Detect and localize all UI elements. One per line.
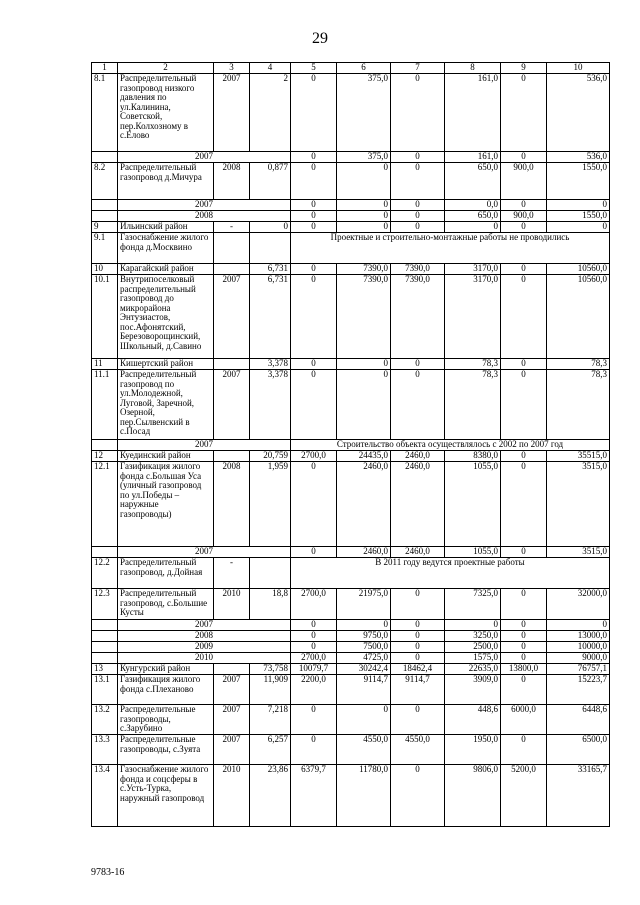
table-cell: 11780,0 [337, 765, 391, 827]
table-cell: 0 [391, 74, 445, 152]
year-cell: 2007 [118, 547, 291, 558]
table-cell: 0 [391, 589, 445, 620]
year-cell: 2008 [118, 631, 291, 642]
table-row [92, 631, 610, 642]
table-cell: 0 [391, 359, 445, 370]
column-number: 7 [391, 63, 445, 74]
table-cell: 536,0 [547, 152, 610, 163]
column-number: 3 [214, 63, 250, 74]
table-cell [214, 233, 250, 264]
table-cell: 2007 [214, 675, 250, 705]
table-cell [214, 359, 250, 370]
table-cell: 2007 [214, 735, 250, 765]
table-cell: 1550,0 [547, 163, 610, 200]
table-cell: 12.2 [92, 558, 118, 589]
table-cell: 7,218 [250, 705, 291, 735]
table-cell: 0 [337, 163, 391, 200]
table-cell: 3515,0 [547, 547, 610, 558]
table-cell: 9114,7 [391, 675, 445, 705]
table-cell: 13000,0 [547, 631, 610, 642]
table-cell: 2460,0 [391, 547, 445, 558]
table-cell: 0 [337, 620, 391, 631]
year-cell: 2008 [118, 211, 291, 222]
table-cell: 0 [391, 620, 445, 631]
table-cell: 30242,4 [337, 664, 391, 675]
table-cell: 13.2 [92, 705, 118, 735]
table-cell: 2010 [214, 765, 250, 827]
table-cell: 3909,0 [445, 675, 501, 705]
table-row [92, 200, 610, 211]
table-cell: 0 [501, 200, 547, 211]
item-name: Распределительный газопровод по ул.Молодежной, Луговой, Заречной, Озерной, пер.Сылвенский в с.Посад [118, 370, 214, 440]
table-cell: 9.1 [92, 233, 118, 264]
table-cell: 10079,7 [291, 664, 337, 675]
table-cell: 0 [291, 620, 337, 631]
table-cell: 20,759 [250, 451, 291, 462]
table-row [92, 653, 610, 664]
table-cell: 10.1 [92, 275, 118, 359]
table-cell: 7390,0 [337, 264, 391, 275]
table-cell [92, 547, 118, 558]
table-cell: 0 [291, 74, 337, 152]
table-cell: 0 [391, 211, 445, 222]
table-row [92, 275, 610, 359]
table-cell: 6,731 [250, 275, 291, 359]
table-cell: 0 [250, 222, 291, 233]
table-cell: 13800,0 [501, 664, 547, 675]
table-cell: 0 [501, 631, 547, 642]
table-cell: 3,378 [250, 370, 291, 440]
table-cell: 0 [291, 222, 337, 233]
table-cell: 7390,0 [391, 264, 445, 275]
table-cell: 1,959 [250, 462, 291, 547]
table-cell: 0 [291, 370, 337, 440]
table-row [92, 451, 610, 462]
table-cell: 13.4 [92, 765, 118, 827]
table-cell: 2008 [214, 163, 250, 200]
column-number: 1 [92, 63, 118, 74]
table-row [92, 359, 610, 370]
table-cell: 4550,0 [337, 735, 391, 765]
year-cell: 2007 [118, 152, 291, 163]
table-cell: 3170,0 [445, 275, 501, 359]
table-cell: 0 [291, 211, 337, 222]
table-cell: 6000,0 [501, 705, 547, 735]
table-cell: 8380,0 [445, 451, 501, 462]
table-cell: 0 [337, 370, 391, 440]
table-cell: 0 [501, 370, 547, 440]
table-cell: 13.3 [92, 735, 118, 765]
table-cell: 0 [337, 200, 391, 211]
item-name: Ильинский район [118, 222, 214, 233]
table-cell: 0 [291, 642, 337, 653]
table-cell: 0 [501, 152, 547, 163]
table-cell: 78,3 [547, 359, 610, 370]
table-cell: 13.1 [92, 675, 118, 705]
item-name: Кишертский район [118, 359, 214, 370]
table-row [92, 264, 610, 275]
table-cell: 78,3 [445, 370, 501, 440]
table-cell [214, 264, 250, 275]
table-cell: 0 [291, 359, 337, 370]
table-cell [92, 631, 118, 642]
item-name: Куединский район [118, 451, 214, 462]
table-cell [92, 620, 118, 631]
status-note: Строительство объекта осуществлялось с 2002 по 2007 год [291, 440, 610, 451]
table-cell: 8.2 [92, 163, 118, 200]
table-cell: 0 [547, 200, 610, 211]
table-cell: 0 [547, 620, 610, 631]
status-note: В 2011 году ведутся проектные работы [291, 558, 610, 589]
table-cell: 0 [291, 705, 337, 735]
table-cell: 3515,0 [547, 462, 610, 547]
table-cell: 10560,0 [547, 275, 610, 359]
table-cell: 0 [501, 547, 547, 558]
table-cell: 2008 [214, 462, 250, 547]
item-name: Газификация жилого фонда с.Большая Уса (уличный газопровод по ул.Победы – наружные газопроводы) [118, 462, 214, 547]
table-cell: 9 [92, 222, 118, 233]
table-cell: 0 [501, 359, 547, 370]
table-cell: 11,909 [250, 675, 291, 705]
table-cell: 0 [391, 705, 445, 735]
column-number: 10 [547, 63, 610, 74]
table-cell: 0 [547, 222, 610, 233]
table-cell: 2 [250, 74, 291, 152]
table-cell: 9806,0 [445, 765, 501, 827]
table-cell: 0 [291, 631, 337, 642]
item-name: Газоснабжение жилого фонда и соцсферы в с.Усть-Турка, наружный газопровод [118, 765, 214, 827]
table-cell: 7500,0 [337, 642, 391, 653]
table-row [92, 558, 610, 589]
table-cell: 6500,0 [547, 735, 610, 765]
table-cell [214, 664, 250, 675]
table-cell: 3170,0 [445, 264, 501, 275]
table-cell: 1575,0 [445, 653, 501, 664]
table-cell [92, 653, 118, 664]
table-cell: 12.1 [92, 462, 118, 547]
table-cell: 0 [391, 370, 445, 440]
table-cell: 0 [391, 152, 445, 163]
item-name: Распределительные газопроводы, с.Зуята [118, 735, 214, 765]
table-cell: 0 [391, 765, 445, 827]
page-number: 29 [312, 30, 328, 47]
item-name: Газоснабжение жилого фонда д.Москвино [118, 233, 214, 264]
table-cell: 0 [445, 620, 501, 631]
table-row [92, 233, 610, 264]
table-cell: 0 [337, 222, 391, 233]
table-cell: 2700,0 [291, 653, 337, 664]
table-cell: 0 [291, 547, 337, 558]
document-code: 9783-16 [91, 867, 125, 878]
year-cell: 2007 [118, 620, 291, 631]
table-row [92, 74, 610, 152]
table-cell: 10000,0 [547, 642, 610, 653]
table-cell: 5200,0 [501, 765, 547, 827]
table-cell: 78,3 [445, 359, 501, 370]
table-cell: 21975,0 [337, 589, 391, 620]
table-cell: 73,758 [250, 664, 291, 675]
table-cell: 900,0 [501, 163, 547, 200]
table-cell: 448,6 [445, 705, 501, 735]
table-cell: 2007 [214, 370, 250, 440]
table-row [92, 735, 610, 765]
table-row [92, 664, 610, 675]
table-cell: 0 [391, 222, 445, 233]
table-cell [250, 558, 291, 589]
table-cell: 0 [291, 462, 337, 547]
table-cell: 0 [501, 642, 547, 653]
table-cell: 900,0 [501, 211, 547, 222]
table-row [92, 642, 610, 653]
table-cell: 13 [92, 664, 118, 675]
table-cell: 0 [501, 462, 547, 547]
table-cell: 11 [92, 359, 118, 370]
column-number: 9 [501, 63, 547, 74]
table-cell: - [214, 558, 250, 589]
table-cell: 6,257 [250, 735, 291, 765]
table-cell: 1550,0 [547, 211, 610, 222]
table-cell: 2460,0 [391, 451, 445, 462]
table-cell: 0 [391, 163, 445, 200]
table-cell: 2007 [214, 705, 250, 735]
table-cell: 9750,0 [337, 631, 391, 642]
table-row [92, 547, 610, 558]
table-cell: 3,378 [250, 359, 291, 370]
table-cell: 161,0 [445, 74, 501, 152]
table-cell: 2460,0 [337, 547, 391, 558]
column-number: 8 [445, 63, 501, 74]
year-cell: 2009 [118, 642, 291, 653]
table-cell: 0 [291, 735, 337, 765]
table-cell: 0,0 [445, 200, 501, 211]
table-cell: 0 [337, 211, 391, 222]
table-cell: 35515,0 [547, 451, 610, 462]
item-name: Кунгурский район [118, 664, 214, 675]
table-cell: 0 [391, 200, 445, 211]
table-cell: 0 [501, 222, 547, 233]
table-cell: 0 [501, 675, 547, 705]
table-cell: 375,0 [337, 74, 391, 152]
table-cell: 0 [501, 620, 547, 631]
table-cell: 0 [291, 264, 337, 275]
table-cell: 2700,0 [291, 451, 337, 462]
table-cell: 9000,0 [547, 653, 610, 664]
table-row [92, 675, 610, 705]
item-name: Распределительные газопроводы, с.Зарубино [118, 705, 214, 735]
table-cell: 12 [92, 451, 118, 462]
item-name: Распределительный газопровод низкого давления по ул.Калинина, Советской, пер.Колхозному в с.Елово [118, 74, 214, 152]
item-name: Газификация жилого фонда с.Плеханово [118, 675, 214, 705]
column-number: 5 [291, 63, 337, 74]
table-cell: 78,3 [547, 370, 610, 440]
table-cell: 7325,0 [445, 589, 501, 620]
table-cell: 7390,0 [391, 275, 445, 359]
table-cell: 0 [501, 589, 547, 620]
table-cell: 4725,0 [337, 653, 391, 664]
table-cell: 24435,0 [337, 451, 391, 462]
table-row [92, 163, 610, 200]
table-cell: 33165,7 [547, 765, 610, 827]
table-cell: 2700,0 [291, 589, 337, 620]
status-note: Проектные и строительно-монтажные работы не проводились [291, 233, 610, 264]
table-row [92, 462, 610, 547]
item-name: Распределительный газопровод д.Мичура [118, 163, 214, 200]
table-cell: 9114,7 [337, 675, 391, 705]
table-cell: 0 [391, 631, 445, 642]
column-number: 6 [337, 63, 391, 74]
item-name: Распределительный газопровод, д.Дойная [118, 558, 214, 589]
table-cell: 0,877 [250, 163, 291, 200]
table-cell: 2200,0 [291, 675, 337, 705]
table-cell: 15223,7 [547, 675, 610, 705]
table-cell: 6448,6 [547, 705, 610, 735]
table-cell [250, 233, 291, 264]
table-cell: 375,0 [337, 152, 391, 163]
item-name: Карагайский район [118, 264, 214, 275]
table-cell: 6379,7 [291, 765, 337, 827]
table-cell: 0 [291, 200, 337, 211]
table-cell: 10 [92, 264, 118, 275]
table-cell: 1055,0 [445, 462, 501, 547]
table-cell: 0 [501, 275, 547, 359]
table-cell: 0 [291, 163, 337, 200]
table-cell: 0 [391, 642, 445, 653]
table-cell [214, 451, 250, 462]
table-cell: 1055,0 [445, 547, 501, 558]
table-cell: 0 [501, 74, 547, 152]
table-cell: 0 [291, 152, 337, 163]
table-cell: 2007 [214, 74, 250, 152]
table-cell: 18462,4 [391, 664, 445, 675]
table-cell: 650,0 [445, 163, 501, 200]
table-cell: 4550,0 [391, 735, 445, 765]
year-cell: 2007 [118, 440, 291, 451]
year-cell: 2010 [118, 653, 291, 664]
table-cell: 32000,0 [547, 589, 610, 620]
table-cell [92, 200, 118, 211]
table-cell: 7390,0 [337, 275, 391, 359]
table-cell: 0 [445, 222, 501, 233]
table-cell: 161,0 [445, 152, 501, 163]
table-cell: 2460,0 [337, 462, 391, 547]
table-cell: 0 [501, 653, 547, 664]
table-cell: 0 [501, 264, 547, 275]
table-row [92, 589, 610, 620]
table-cell: - [214, 222, 250, 233]
table-row [92, 222, 610, 233]
table-cell: 2500,0 [445, 642, 501, 653]
table-cell: 76757,1 [547, 664, 610, 675]
table-cell: 3250,0 [445, 631, 501, 642]
table-cell: 18,8 [250, 589, 291, 620]
year-cell: 2007 [118, 200, 291, 211]
table-cell: 0 [391, 653, 445, 664]
table-row [92, 211, 610, 222]
table-cell [92, 152, 118, 163]
table-cell [92, 642, 118, 653]
table-cell: 2010 [214, 589, 250, 620]
table-row [92, 765, 610, 827]
table-cell [92, 440, 118, 451]
table-header-row [92, 63, 610, 74]
data-table [91, 62, 610, 827]
table-cell: 22635,0 [445, 664, 501, 675]
column-number: 4 [250, 63, 291, 74]
table-cell: 0 [501, 735, 547, 765]
table-cell: 650,0 [445, 211, 501, 222]
table-cell: 10560,0 [547, 264, 610, 275]
table-cell: 2007 [214, 275, 250, 359]
table-cell: 2460,0 [391, 462, 445, 547]
table-cell: 11.1 [92, 370, 118, 440]
table-cell: 0 [337, 359, 391, 370]
table-row [92, 620, 610, 631]
table-cell: 0 [337, 705, 391, 735]
item-name: Распределительный газопровод, с.Большие Кусты [118, 589, 214, 620]
table-cell: 23,86 [250, 765, 291, 827]
table-cell: 536,0 [547, 74, 610, 152]
table-cell: 12.3 [92, 589, 118, 620]
table-cell: 0 [501, 451, 547, 462]
table-row [92, 152, 610, 163]
table-cell: 0 [291, 275, 337, 359]
table-cell: 6,731 [250, 264, 291, 275]
column-number: 2 [118, 63, 214, 74]
table-cell: 8.1 [92, 74, 118, 152]
table-row [92, 705, 610, 735]
item-name: Внутрипоселковый распределительный газопровод до микрорайона Энтузиастов, пос.Афонятский, Березоворощинский, Школьный, д.Савино [118, 275, 214, 359]
table-row [92, 440, 610, 451]
table-cell [92, 211, 118, 222]
table-cell: 1950,0 [445, 735, 501, 765]
table-row [92, 370, 610, 440]
